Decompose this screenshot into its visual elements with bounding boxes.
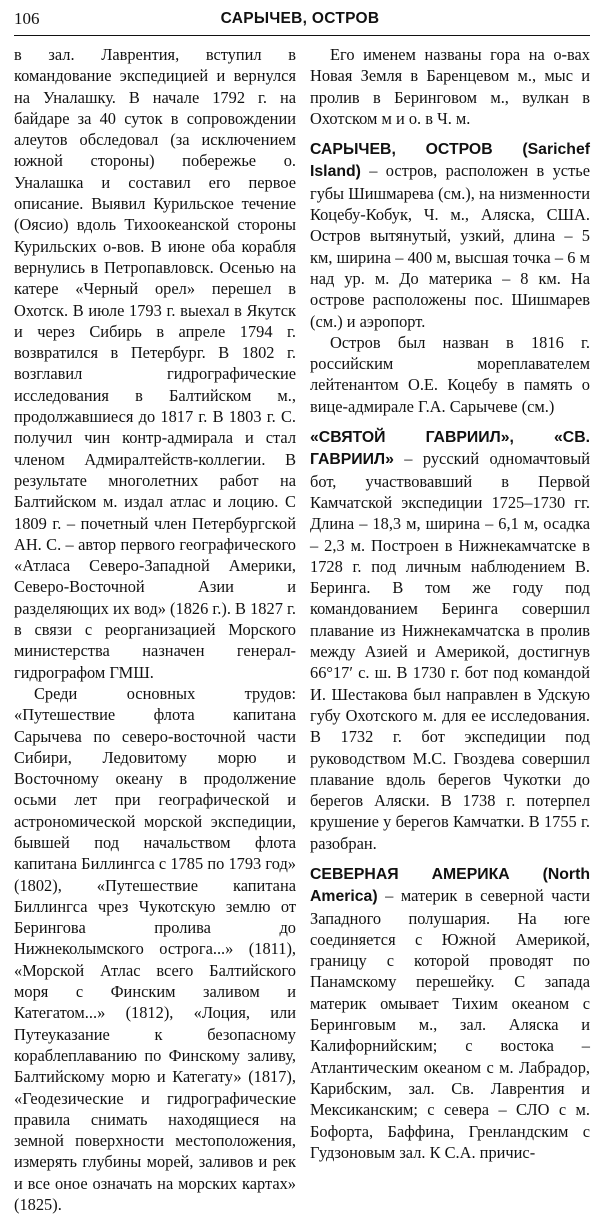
page-number: 106	[14, 9, 40, 28]
paragraph: Среди основных трудов: «Путешествие флота капитана Сарычева по северо-восточной части Сибири, Ледовитому морю и Восточному океану в продолжение осьми лет при географической и астрономической морской экспедиции, бывшей под начальством флота капитана Биллингса с 1785 по 1793 год» (1802), «Путешествие капитана Биллингса чрез Чукотскую землю от Берингова пролива до Нижнеколымского острога...» (1811), «Морской Атлас всего Балтийского моря с Финским заливом и Категатом...» (1812), «Лоция, или Путеуказание к безопасному кораблеплаванию по Финскому заливу, Балтийскому морю и Категату» (1817), «Геодезические и гидрографические правила снимать находящиеся на земной поверхности местоположения, измерять глубины морей, заливов и рек и все оное означать на морских картах» (1825).	[14, 683, 296, 1215]
page-header	[0, 0, 600, 30]
running-head: САРЫЧЕВ, ОСТРОВ	[220, 10, 380, 27]
paragraph: в зал. Лаврентия, вступил в командование экспедицией и вернулся на Уналашку. В начале 1792 г. на байдаре за 40 суток в сопровождении алеутов обследовал (за исключением южной стороны) побережье о. Уналашка и составил его первое описание. Выявил Курильское течение (Оясио) вдоль Тихоокеанской стороны Курильских о-вов. В июне оба корабля вернулись в Петропавловск. Осенью на катере «Черный орел» перешел в Охотск. В июле 1793 г. выехал в Якутск и через Сибирь в апреле 1794 г. возвратился в Петербург. В 1802 г. возглавил гидрографические исследования в Балтийском м., продолжавшиеся до 1817 г. В 1803 г. С. получил чин контр-адмирала и стал членом Адмиралтейств-коллегии. В результате многолетних работ на Балтийском м. издал атлас и лоцию. С 1809 г. – почетный член Петербургской АН. С. – автор первого географического «Атласа Северо-Западной Америки, Северо-Восточной Азии и разделяющих их вод» (1826 г.). В 1827 г. в связи с реорганизацией Морского министерства назначен генерал-гидрографом ГМШ.	[14, 45, 296, 682]
left-column	[14, 44, 296, 1215]
entry-north-america	[310, 863, 590, 1163]
entry-text: – материк в северной части Западного полушария. На юге соединяется с Южной Америкой, границу с которой проводят по Панамскому перешейку. С запада материк омывает Тихим океаном с Беринговым м., зал. Аляска и Калифорнийским; с востока – Атлантическим океаном с м. Лабрадор, Карибским, зал. Св. Лаврентия и Мексиканским; с севера – СЛО с м. Бофорта, Баффина, Гренландским с Гудзоновым зал. К С.А. причис-	[310, 886, 590, 1162]
entry-text: – русский одномачтовый бот, участвовавший в Первой Камчатской экспедиции 1725–1730 гг. Длина – 18,3 м, ширина – 6,1 м, осадка – 2,3 м. Построен в Нижнекамчатске в 1728 г. под личным наблюдением В. Беринга. В том же году под командованием Беринга совершил плавание из Нижнекамчатска в пролив между Азией и Америкой, достигнув 66°17′ с. ш. В 1730 г. бот под командой И. Шестакова был направлен в Удскую губу Охотского м. для ее исследования. В 1732 г. бот экспедиции под руководством М.С. Гвоздева совершил плавание вдоль берегов Чукотки до берегов Аляски. В 1738 г. потерпел крушение у берегов Камчатки. В 1755 г. разобран.	[310, 449, 590, 853]
entry-headword: САРЫЧЕВ, ОСТРОВ (Sarichef Island)	[310, 141, 590, 181]
paragraph: Остров был назван в 1816 г. российским мореплавателем лейтенантом О.Е. Коцебу в память о вице-адмирале Г.А. Сарычеве (см.)	[310, 332, 590, 416]
entry-sv-gavriil	[310, 426, 590, 854]
right-column	[310, 44, 590, 1163]
header-rule	[14, 35, 590, 36]
paragraph: Его именем названы гора на о-вах Новая Земля в Баренцевом м., мыс и пролив в Беринговом м., вулкан в Охотском м и о. в Ч. м.	[310, 45, 590, 128]
entry-headword: «СВЯТОЙ ГАВРИИЛ», «СВ. ГАВРИИЛ»	[310, 429, 590, 469]
entry-sarychev-island	[310, 138, 590, 332]
entry-headword: СЕВЕРНАЯ АМЕРИКА (North America)	[310, 865, 590, 906]
entry-text: – остров, расположен в устье губы Шишмарева (см.), на низменности Коцебу-Кобук, Ч. м., Аляска, США. Остров вытянутый, узкий, длина – 5 км, ширина – 400 м, высшая точка – 6 м над ур. м. До материка – 8 км. На острове расположены пос. Шишмарев (см.) и аэропорт.	[310, 161, 590, 331]
